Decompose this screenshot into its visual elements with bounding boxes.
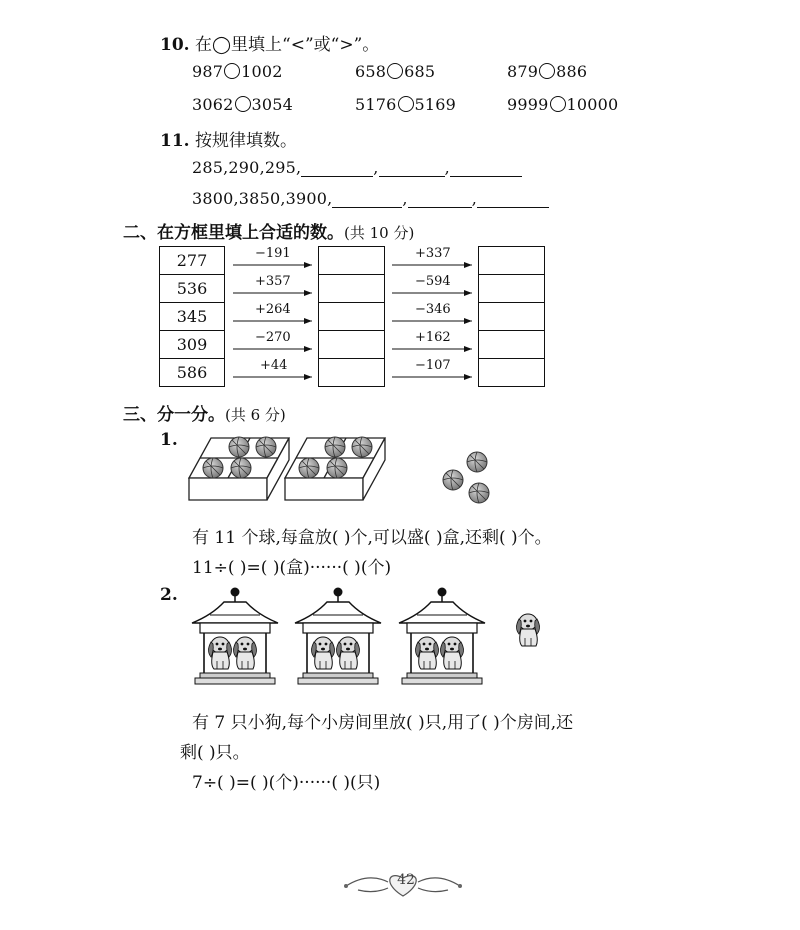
q10-prompt: 在◯里填上“<”或“>”。 xyxy=(194,35,380,55)
q10-right-3: 886 xyxy=(556,62,588,81)
q10-left-4: 3062 xyxy=(192,95,234,114)
op-label: +264 xyxy=(255,302,291,317)
loose-dog xyxy=(517,614,540,646)
p2-equation: 7÷( )=( )(个)······( )(只) xyxy=(192,773,381,793)
op-label: +337 xyxy=(415,246,451,261)
dog-houses-illustration xyxy=(188,585,568,695)
ball-boxes-illustration xyxy=(185,430,505,510)
section2-points: (共 10 分) xyxy=(344,224,415,242)
start-number: 536 xyxy=(160,275,225,303)
dog-house-3 xyxy=(399,588,485,685)
q10-left-5: 5176 xyxy=(355,95,397,114)
q10-left-1: 987 xyxy=(192,62,224,81)
start-number: 345 xyxy=(160,303,225,331)
start-number: 309 xyxy=(160,331,225,359)
q10-left-2: 658 xyxy=(355,62,387,81)
op-label: −107 xyxy=(415,358,451,373)
comma: , xyxy=(444,158,450,177)
p1-equation: 11÷( )=( )(盒)······( )(个) xyxy=(192,558,392,578)
arrows-layer xyxy=(0,0,800,400)
dog-house-1 xyxy=(192,588,278,685)
start-number: 277 xyxy=(160,247,225,275)
op-label: −270 xyxy=(255,330,291,345)
p2-number: 2. xyxy=(160,585,178,605)
loose-balls xyxy=(443,452,489,503)
comma: , xyxy=(373,158,379,177)
p2-sentence-2: 剩( )只。 xyxy=(180,743,250,763)
op-label: −346 xyxy=(415,302,451,317)
q11-number: 11. xyxy=(160,131,190,151)
page-number: 42 xyxy=(397,872,415,888)
op-label: +357 xyxy=(255,274,291,289)
q10-left-6: 9999 xyxy=(507,95,549,114)
p2-sentence-1: 有 7 只小狗,每个小房间里放( )只,用了( )个房间,还 xyxy=(192,713,574,733)
q11-seq2-text: 3800,3850,3900, xyxy=(192,189,333,208)
section3-points: (共 6 分) xyxy=(225,406,286,424)
comma: , xyxy=(402,189,408,208)
q10-right-2: 685 xyxy=(404,62,436,81)
q10-right-6: 10000 xyxy=(566,95,619,114)
dog-house-2 xyxy=(295,588,381,685)
section3-header xyxy=(123,400,286,425)
op-label: +44 xyxy=(260,358,288,373)
q11-prompt: 按规律填数。 xyxy=(194,131,297,151)
op-label: −191 xyxy=(255,246,291,261)
q10-number: 10. xyxy=(160,35,190,55)
section3-title: 三、分一分。 xyxy=(123,405,225,425)
comma: , xyxy=(471,189,478,208)
section2-title: 二、在方框里填上合适的数。 xyxy=(123,223,344,243)
op-label: −594 xyxy=(415,274,451,289)
q10-right-1: 1002 xyxy=(241,62,283,81)
q10-right-4: 3054 xyxy=(251,95,294,114)
op-label: +162 xyxy=(415,330,451,345)
p1-sentence: 有 11 个球,每盒放( )个,可以盛( )盒,还剩( )个。 xyxy=(192,528,552,548)
start-number: 586 xyxy=(160,359,225,387)
q11-seq1-text: 285,290,295, xyxy=(192,158,302,177)
q10-left-3: 879 xyxy=(507,62,539,81)
q10-right-5: 5169 xyxy=(414,95,457,114)
p1-number: 1. xyxy=(160,430,178,450)
